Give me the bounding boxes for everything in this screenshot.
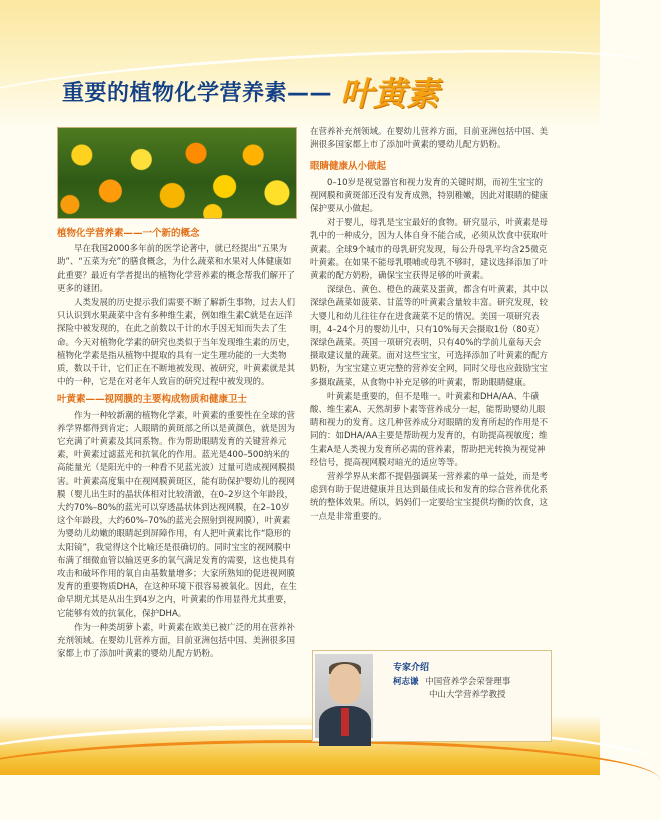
paragraph: 叶黄素是重要的，但不是唯一。叶黄素和DHA/AA、牛磺酸、维生素A、天然胡萝卜素等营养成分一起，能帮助婴幼儿眼睛和视力的发育。这几种营养成分对眼睛的发育所起的作用是不同的：如DHA/AA主要是帮助视力发育的，有助提高视敏度；维生素A是人类视力发育所必需的营养素，帮助把光转换为视觉神经信号，提高视网膜对暗光的适应等等。: [310, 391, 549, 468]
section-heading-guard: 叶黄素——视网膜的主要构成物质和健康卫士: [57, 394, 248, 406]
left-column: [57, 225, 297, 660]
footer-arc-orange: [0, 740, 660, 820]
expert-name: 柯志谦: [393, 677, 419, 687]
section-heading-early: 眼睛健康从小做起: [310, 161, 387, 173]
paragraph-continued: 在营养补充剂领域。在婴幼儿营养方面，目前亚洲包括中国、美洲很多国家都上市了添加叶黄素的婴幼儿配方奶粉。: [310, 127, 549, 151]
expert-details: [393, 676, 553, 702]
paragraph: 早在我国2000多年前的医学论著中，就已经提出“五果为助”、“五菜为充”的膳食概念，为什么蔬菜和水果对人体健康如此重要？最近有学者提出的植物化学营养素的概念帮我们解开了更多的谜团。: [57, 244, 296, 294]
expert-title-2: 中山大学营养学教授: [429, 690, 506, 700]
page-title: [62, 66, 582, 116]
paragraph: 0–10岁是视觉器官和视力发育的关键时期，而初生宝宝的视网膜和黄斑部还没有发育成熟，特别稚嫩，因此对眼睛的健康保护要从小做起。: [310, 177, 549, 215]
right-column: [310, 126, 548, 525]
marigold-photo: [57, 127, 297, 219]
paragraph: 营养学界从来都不提倡强调某一营养素的单一益处，而是考虑到有助于促进健康并且达到最佳成长和发育的综合营养优化系统的整体效果。所以，妈妈们一定要给宝宝提供均衡的饮食，这一点是非常重要的。: [310, 472, 549, 522]
expert-title-1: 中国营养学会荣誉理事: [425, 677, 511, 687]
paragraph: 作为一种类胡萝卜素，叶黄素在欧美已被广泛的用在营养补充剂领域。在婴幼儿营养方面，目前亚洲包括中国、美洲很多国家都上市了添加叶黄素的婴幼儿配方奶粉。: [57, 622, 296, 660]
paragraph: 深绿色、黄色、橙色的蔬菜及蛋黄，都含有叶黄素，其中以深绿色蔬菜如菠菜、甘蓝等的叶黄素含量较丰富。研究发现，较大婴儿和幼儿往往存在进食蔬菜不足的情况。美国一项研究表明，4–24个月的婴幼儿中，只有10%每天会摄取1份（80克）深绿色蔬菜。英国一项研究表明，只有40%的学前儿童每天会摄取建议量的蔬菜。面对这些宝宝，可选择添加了叶黄素的配方奶粉，为宝宝建立更完整的营养安全网，同时父母也应鼓励宝宝多摄取蔬菜，从食物中补充足够的叶黄素，帮助眼睛健康。: [310, 285, 549, 388]
paragraph: 对于婴儿，母乳是宝宝最好的食物。研究显示，叶黄素是母乳中的一种成分，因为人体自身不能合成，必须从饮食中获取叶黄素。全球9个城市的母乳研究发现，每公升母乳平均含25微克叶黄素。在如果不能母乳喂哺或母乳不够时，建议选择添加了叶黄素的配方奶粉，确保宝宝获得足够的叶黄素。: [310, 218, 549, 282]
expert-profile: [312, 650, 552, 742]
section-heading-concept: 植物化学营养素——一个新的概念: [57, 228, 200, 239]
expert-label: 专家介绍: [393, 663, 430, 673]
paragraph: 作为一种较新潮的植物化学素，叶黄素的重要性在全球的营养学界都得到肯定；人眼睛的黄斑部之所以是黄颜色，就是因为它充满了叶黄素及其同系物。作为帮助眼睛发育的关键营养元素，叶黄素过滤蓝光和抗氧化的作用。蓝光是400–500纳米的高能量光（是阳光中的一种看不见蓝光波）过量可造成视网膜损害。叶黄素高度集中在视网膜黄斑区，能有助保护婴幼儿的视网膜（婴儿出生时的晶状体相对比较清澈，在0–2岁这个年龄段，大约70%–80%的蓝光可以穿透晶状体到达视网膜，在2–10岁这个年龄段，大约60%–70%的蓝光会照射到视网膜），叶黄素为婴幼儿幼嫩的眼睛起到屏障作用，有人把叶黄素比作“隐形的太阳镜”，我觉得这个比喻还是很确切的。同时宝宝的视网膜中布满了细微血管以输送更多的氧气满足发育的需要，这也使具有攻击和破坏作用的氧自由基数量增多；大家所熟知的促进视网膜发育的重要物质DHA，在这种环境下很容易被氧化。因此，在生命早期尤其是从出生到4岁之内，叶黄素的作用显得尤其重要，它能够有效的抗氧化，保护DHA。: [57, 410, 297, 619]
title-main: 重要的植物化学营养素——: [62, 80, 333, 106]
expert-portrait: [315, 654, 373, 738]
title-accent: 叶黄素: [340, 73, 440, 113]
paragraph: 人类发展的历史提示我们需要不断了解新生事物，过去人们只认识到水果蔬菜中含有多种维生素，例如维生素C就是在远洋探险中被发现的，在此之前数以千计的水手因无知而失去了生命。今天对植物化学素的研究也类似于当年发现维生素的历史，植物化学素是指从植物中提取的具有一定生理功能的一大类物质，数以千计，它们正在不断地被发现、被研究，叶黄素就是其中的一种，它是在对老年人致盲的研究过程中被发现的。: [57, 298, 296, 388]
